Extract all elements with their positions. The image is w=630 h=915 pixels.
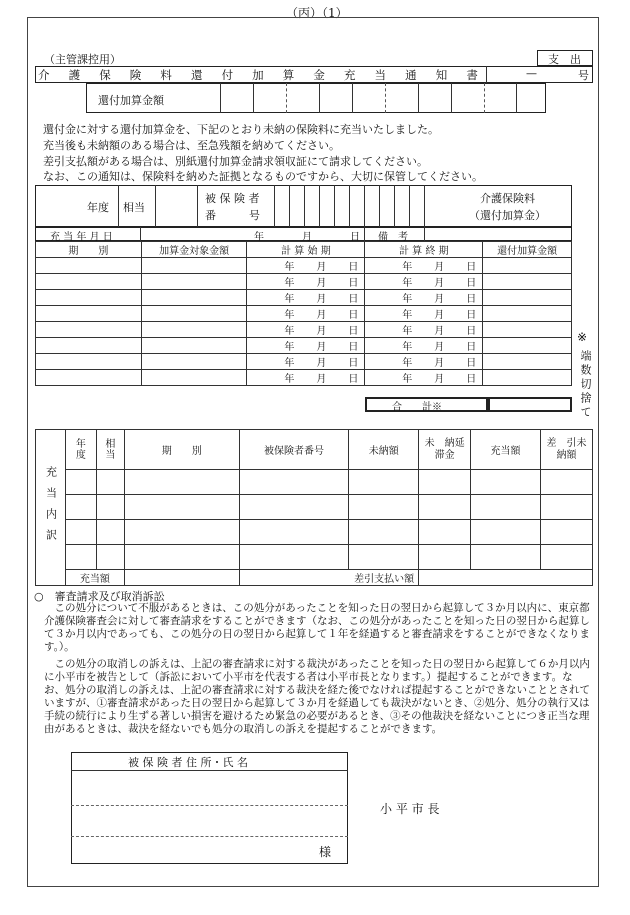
date-unit: 日 — [348, 310, 359, 321]
date-unit: 日 — [348, 262, 359, 273]
calc-end-cell — [365, 274, 483, 290]
table-row — [36, 520, 593, 545]
table-row — [36, 470, 593, 495]
calc-end-cell — [365, 258, 483, 274]
date-unit: 日 — [466, 326, 477, 337]
date-unit: 年 — [284, 262, 295, 273]
date-unit: 月 — [316, 342, 327, 353]
number-divider — [486, 66, 487, 83]
dept-use-label: （主管課控用） — [44, 53, 121, 66]
table-row — [36, 545, 593, 570]
table-row — [36, 306, 572, 322]
date-unit: 年 — [284, 374, 295, 385]
calc-header-target: 加算金対象金額 — [141, 242, 247, 258]
calc-header-start: 計 算 始 期 — [247, 242, 365, 258]
date-unit: 日 — [466, 358, 477, 369]
calc-start-cell — [247, 290, 365, 306]
calc-start-cell — [247, 258, 365, 274]
date-unit: 日 — [466, 278, 477, 289]
table-row — [36, 338, 572, 354]
calc-header-amount: 還付加算金額 — [483, 242, 572, 258]
date-unit: 日 — [348, 342, 359, 353]
total-label: 合 計※ — [392, 402, 442, 413]
table-row — [36, 274, 572, 290]
year-label: 年度 — [87, 201, 109, 214]
date-unit: 日 — [466, 262, 477, 273]
insured-label-2: 番 号 — [205, 209, 260, 222]
appeal-paragraph-2: この処分の取消しの訴えは、上記の審査請求に対する裁決があったことを知った日の翌日から起算して６か月以内に小平市を被告として（訴訟において小平市を代表する者は小平市長となります。）提起することができます。なお、処分の取消しの訴えは、上記の審査請求に対する裁決を経た後でなければ提起することができないこととされていますが、①審査請求があった日の翌日から起算して３か月を経過しても裁決がないとき、②処分、処分の執行又は手続の続行により生ずる著しい損害を避けるため緊急の必要があるとき、③その他裁決を経ないことにつき正当な理由があるときは、裁決を経ないでも処分の取消しの訴えを提起することができます。 — [44, 658, 590, 735]
date-unit: 月 — [316, 358, 327, 369]
date-unit: 年 — [402, 310, 413, 321]
date-unit: 年 — [284, 310, 295, 321]
table-row — [36, 322, 572, 338]
date-unit: 年 — [402, 326, 413, 337]
date-unit: 月 — [316, 374, 327, 385]
appro-side-cell — [36, 430, 66, 586]
date-unit-day: 日 — [350, 232, 360, 243]
date-unit: 年 — [402, 374, 413, 385]
date-unit: 月 — [434, 342, 445, 353]
calc-start-cell — [247, 370, 365, 386]
calc-start-cell — [247, 274, 365, 290]
date-unit: 月 — [434, 310, 445, 321]
date-unit: 日 — [348, 294, 359, 305]
date-unit: 年 — [402, 294, 413, 305]
date-unit: 日 — [348, 278, 359, 289]
date-label: 充 当 年 月 日 — [50, 232, 113, 243]
date-unit: 日 — [348, 374, 359, 385]
payment-label: 支 出 — [548, 53, 581, 66]
note-text: 端数切捨て — [579, 350, 592, 420]
fee-label-1: 介護保険料 — [480, 192, 535, 205]
date-unit: 年 — [402, 278, 413, 289]
insured-label-1: 被 保 険 者 — [205, 192, 260, 205]
appro-side-label: 充当内訳 — [44, 465, 58, 550]
calc-table — [35, 241, 572, 386]
appro-footer-row — [36, 570, 593, 586]
date-unit: 年 — [284, 294, 295, 305]
date-unit: 日 — [466, 342, 477, 353]
calc-start-cell — [247, 306, 365, 322]
date-unit: 月 — [316, 262, 327, 273]
date-unit: 日 — [466, 294, 477, 305]
date-unit: 年 — [402, 342, 413, 353]
fee-label-2: （還付加算金） — [469, 209, 546, 222]
notice-title: 介 護 保 険 料 還 付 加 算 金 充 当 通 知 書 — [38, 68, 478, 82]
table-row — [36, 495, 593, 520]
calc-start-cell — [247, 354, 365, 370]
appeal-paragraph-1: この処分について不服があるときは、この処分があったことを知った日の翌日から起算して３か月以内に、東京都介護保険審査会に対して審査請求をすることができます（なお、この処分があったことを知った日の翌日から起算して３か月以内であっても、この処分の日の翌日から起算して１年を経過すると審査請求をすることができなくなります。）。 — [44, 602, 590, 653]
date-unit: 日 — [466, 374, 477, 385]
page-label: （丙）（1） — [286, 6, 348, 20]
date-unit: 月 — [434, 262, 445, 273]
date-unit: 月 — [316, 294, 327, 305]
intro-line-1: 還付金に対する還付加算金を、下記のとおり未納の保険料に充当いたしました。 — [43, 123, 439, 136]
date-unit: 月 — [434, 278, 445, 289]
table-row — [36, 258, 572, 274]
calc-end-cell — [365, 322, 483, 338]
date-unit: 年 — [284, 278, 295, 289]
issuer-name: 小 平 市 長 — [380, 802, 440, 816]
appro-footer-net-label: 差引支払い額 — [239, 570, 419, 586]
note-mark: ※ — [577, 330, 588, 344]
date-unit: 月 — [434, 374, 445, 385]
date-unit: 日 — [466, 310, 477, 321]
date-unit: 年 — [284, 326, 295, 337]
appeal-title: ○ 審査請求及び取消訴訟 — [34, 590, 165, 603]
appro-header-arrears: 未 納延滞金 — [419, 430, 471, 470]
date-unit: 月 — [316, 326, 327, 337]
refund-add-label: 還付加算金額 — [98, 94, 164, 107]
appro-header-appro: 充当額 — [471, 430, 541, 470]
address-box-title: 被 保 険 者 住 所・氏 名 — [128, 756, 248, 769]
calc-start-cell — [247, 338, 365, 354]
number-suffix: 号 — [578, 69, 589, 82]
date-unit: 日 — [348, 358, 359, 369]
date-unit: 月 — [434, 358, 445, 369]
calc-end-cell — [365, 306, 483, 322]
calc-end-cell — [365, 370, 483, 386]
appro-header-balance: 差 引未納額 — [540, 430, 592, 470]
appro-header-equiv: 相当 — [96, 430, 124, 470]
date-unit: 日 — [348, 326, 359, 337]
table-row — [36, 290, 572, 306]
calc-end-cell — [365, 354, 483, 370]
appro-table — [35, 429, 593, 586]
calc-header-end: 計 算 終 期 — [365, 242, 483, 258]
appro-footer-label: 充当額 — [65, 570, 124, 586]
table-row — [36, 354, 572, 370]
calc-end-cell — [365, 290, 483, 306]
remarks-label: 備 考 — [378, 232, 408, 243]
calc-start-cell — [247, 322, 365, 338]
date-unit-year: 年 — [254, 232, 264, 243]
intro-line-4: なお、この通知は、保険料を納めた証拠となるものですから、大切に保管してください。 — [43, 170, 483, 183]
intro-line-2: 充当後も未納額のある場合は、至急残額を納めてください。 — [43, 139, 340, 152]
calc-end-cell — [365, 338, 483, 354]
honorific: 様 — [319, 845, 332, 859]
appro-header-period: 期 別 — [124, 430, 239, 470]
date-unit: 年 — [284, 342, 295, 353]
calc-header-period: 期 別 — [36, 242, 142, 258]
date-unit-month: 月 — [302, 232, 312, 243]
date-unit: 年 — [402, 358, 413, 369]
appro-header-year: 年度 — [65, 430, 96, 470]
date-unit: 月 — [316, 278, 327, 289]
number-dash: — — [526, 67, 537, 80]
intro-line-3: 差引支払額がある場合は、別紙還付加算金請求領収証にて請求してください。 — [43, 155, 428, 168]
total-amount-box — [488, 397, 572, 412]
date-unit: 月 — [434, 326, 445, 337]
equiv-label: 相当 — [123, 201, 145, 214]
table-row — [36, 370, 572, 386]
date-unit: 月 — [434, 294, 445, 305]
appro-header-unpaid: 未納額 — [349, 430, 419, 470]
date-unit: 月 — [316, 310, 327, 321]
date-unit: 年 — [284, 358, 295, 369]
date-unit: 年 — [402, 262, 413, 273]
appro-header-insured: 被保険者番号 — [239, 430, 349, 470]
